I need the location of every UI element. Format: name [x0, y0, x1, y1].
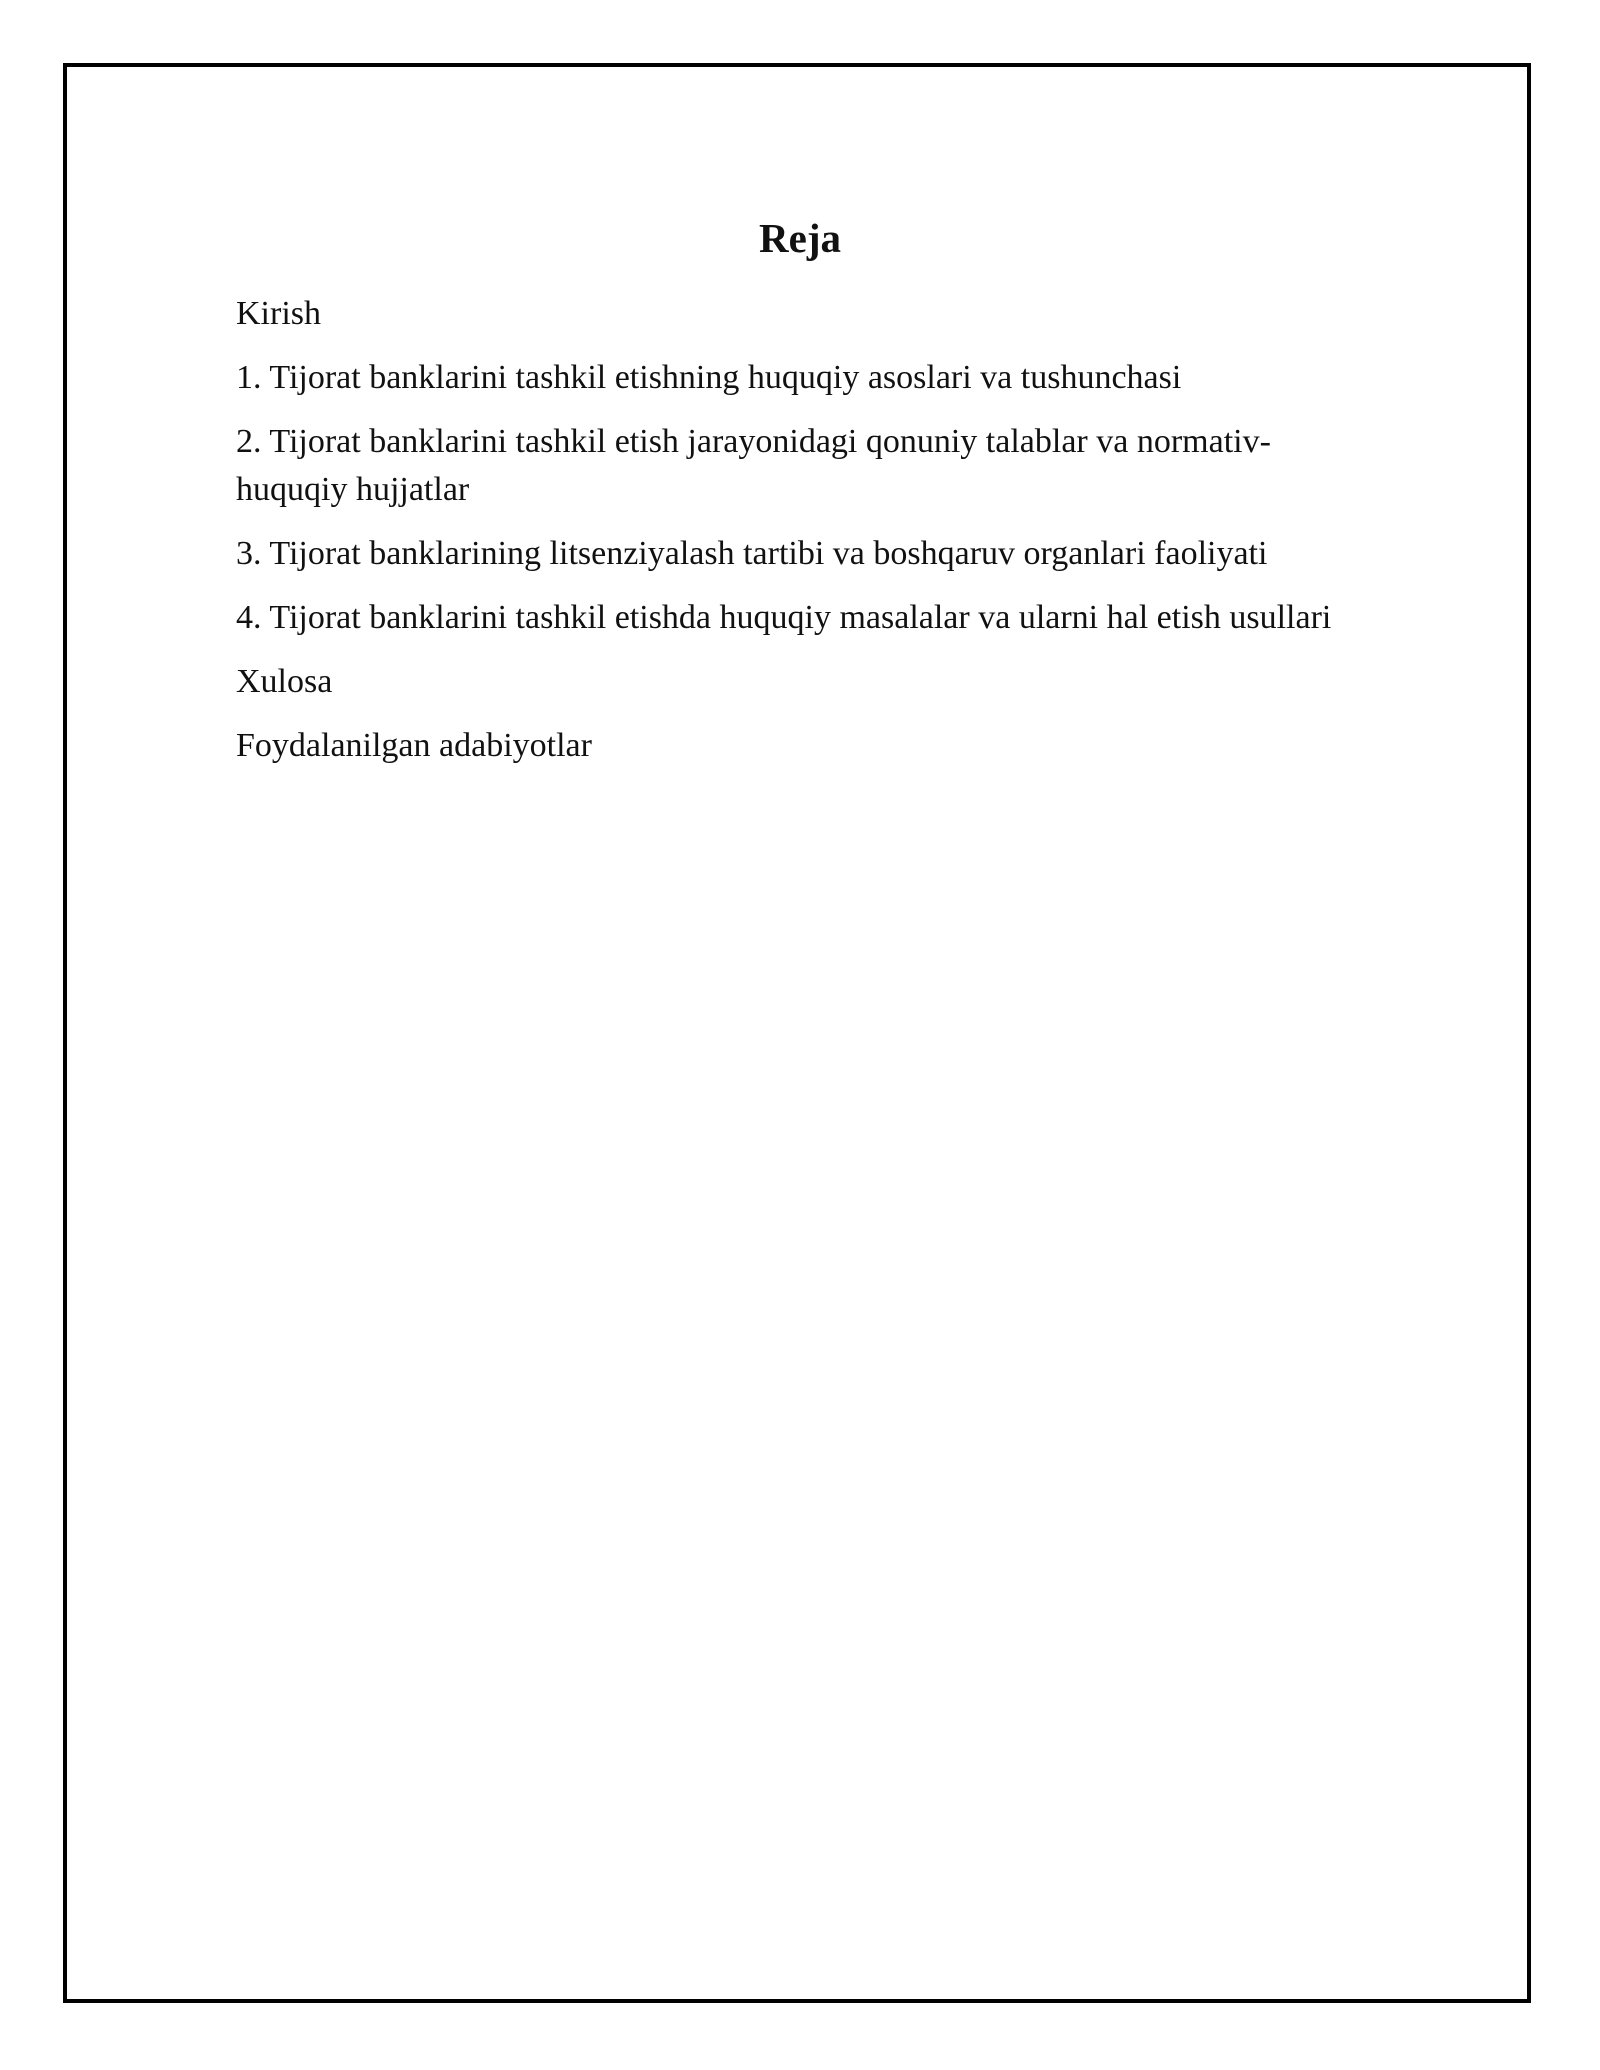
toc-item-introduction: Kirish	[236, 295, 321, 332]
page-title: Reja	[759, 215, 841, 262]
table-of-contents	[236, 290, 1376, 786]
toc-item-chapter-2: 2. Tijorat banklarini tashkil etish jarayonidagi qonuniy talablar va normativ-huquqiy hujjatlar	[236, 423, 1271, 508]
toc-item-conclusion: Xulosa	[236, 663, 333, 700]
toc-item-chapter-1: 1. Tijorat banklarini tashkil etishning huquqiy asoslari va tushunchasi	[236, 359, 1182, 396]
toc-item-references: Foydalanilgan adabiyotlar	[236, 727, 592, 764]
toc-item-chapter-3: 3. Tijorat banklarining litsenziyalash tartibi va boshqaruv organlari faoliyati	[236, 535, 1268, 572]
toc-item-chapter-4: 4. Tijorat banklarini tashkil etishda huquqiy masalalar va ularni hal etish usullari	[236, 599, 1332, 636]
